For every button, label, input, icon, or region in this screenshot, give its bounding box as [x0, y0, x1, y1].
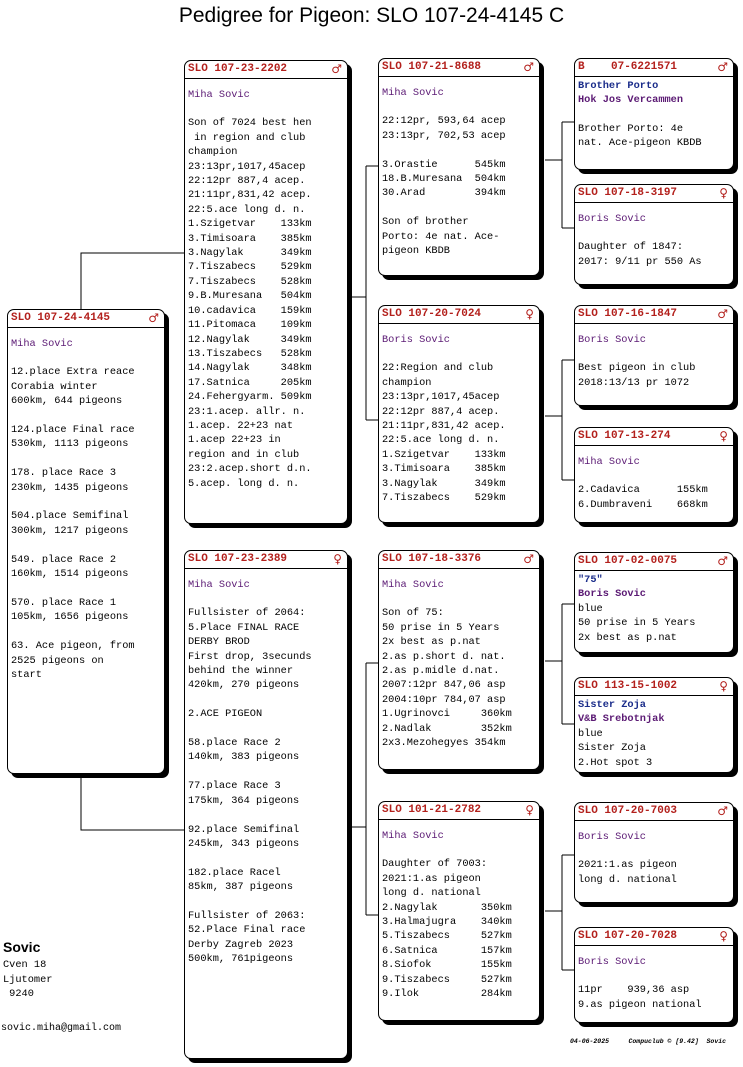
ring-number: SLO 113-15-1002 [578, 680, 678, 692]
ring-number: SLO 107-23-2389 [188, 553, 288, 565]
pedigree-card-ssd[interactable] [574, 184, 734, 285]
ring-number: SLO 107-18-3376 [382, 553, 482, 565]
owner-name-2: Boris Sovic [578, 588, 646, 601]
owner-name-2: Hok Jos Vercammen [578, 94, 684, 107]
owner-name: Boris Sovic [578, 213, 646, 225]
owner-name: Boris Sovic [578, 831, 646, 843]
pedigree-card-dss[interactable] [574, 552, 734, 653]
owner-name: Boris Sovic [382, 334, 450, 346]
owner-name: Miha Sovic [382, 579, 444, 591]
owner-name: Miha Sovic [578, 456, 640, 468]
female-symbol-icon: ♀ [333, 552, 342, 566]
male-symbol-icon: ♂ [523, 60, 534, 74]
male-symbol-icon: ♂ [717, 60, 728, 74]
ring-number: SLO 107-24-4145 [11, 312, 111, 324]
owner-name: Miha Sovic [188, 579, 250, 591]
card-notes: Daughter of 1847: 2017: 9/11 pr 550 As [578, 241, 702, 268]
card-notes: Son of 7024 best hen in region and club champion 23:13pr,1017,45acep 22:12pr 887,4 acep. 21:11pr,831,42 acep. 22:5.ace long d. n. 1.Szigetvar 133km 3.Timisoara 385km 3.Nagylak 349km 7.Tiszabecs 529km 7.Tiszabecs 528km 9.B.Muresana 504km 10.cadavica 159km 11.Pitomaca 109km 12.Nagylak 349km 13.Tiszabecs 528km 14.Nagylak 348km 17.Satnica 205km 24.Fehergyarm. 509km 23:1.acep. allr. n. 1.acep. 22+23 nat 1.acep 22+23 in region and in club 23:2.acep.short d.n. 5.acep. long d. n. [188, 117, 312, 490]
pedigree-card-sire-sire[interactable] [378, 58, 540, 276]
card-notes: 12.place Extra reace Corabia winter 600km, 644 pigeons 124.place Final race 530km, 1113 pigeons 178. place Race 3 230km, 1435 pigeons 504.place Semifinal 300km, 1217 pigeons 549. place Race 2 160km, 1514 pigeons 570. place Race 1 105km, 1656 pigeons 63. Ace pigeon, from 2525 pigeons on start [11, 366, 135, 681]
pedigree-card-subject[interactable] [7, 309, 165, 774]
breeder-info [3, 940, 52, 1002]
owner-name: Brother Porto [578, 80, 659, 92]
owner-name: Miha Sovic [382, 87, 444, 99]
card-notes: 11pr 939,36 asp 9.as pigeon national [578, 984, 702, 1011]
owner-name: Boris Sovic [578, 956, 646, 968]
pedigree-card-sds[interactable] [574, 305, 734, 406]
card-notes: Best pigeon in club 2018:13/13 pr 1072 [578, 362, 696, 389]
owner-name: Miha Sovic [11, 338, 73, 350]
male-symbol-icon: ♂ [331, 62, 342, 76]
card-notes: blue Sister Zoja 2.Hot spot 3 [578, 727, 653, 769]
ring-number: SLO 107-21-8688 [382, 61, 482, 73]
ring-number: SLO 107-20-7028 [578, 930, 678, 942]
female-symbol-icon: ♀ [719, 186, 728, 200]
card-notes: Brother Porto: 4e nat. Ace-pigeon KBDB [578, 122, 702, 150]
pedigree-card-dds[interactable] [574, 802, 734, 903]
ring-number: SLO 101-21-2782 [382, 804, 482, 816]
owner-name-2: V&B Srebotnjak [578, 713, 665, 726]
male-symbol-icon: ♂ [148, 311, 159, 325]
pedigree-card-sdd[interactable] [574, 427, 734, 523]
pedigree-card-dam[interactable] [184, 550, 348, 1059]
breeder-address: Cven 18 Ljutomer 9240 [3, 959, 53, 1001]
pedigree-card-dam-sire[interactable] [378, 550, 540, 770]
ring-number: B 07-6221571 [578, 61, 678, 73]
ring-number: SLO 107-23-2202 [188, 63, 288, 75]
female-symbol-icon: ♀ [719, 929, 728, 943]
male-symbol-icon: ♂ [717, 804, 728, 818]
pedigree-card-sire-dam[interactable] [378, 305, 540, 523]
owner-name: "75" [578, 574, 603, 586]
card-notes: Son of 75: 50 prise in 5 Years 2x best as p.nat 2.as p.short d. nat. 2.as p.midle d.nat. 2007:12pr 847,06 asp 2004:10pr 784,07 asp 1.Ugrinovci 360km 2.Nadlak 352km 2x3.Mezohegyes 354km [382, 607, 512, 750]
card-notes: 2021:1.as pigeon long d. national [578, 859, 677, 886]
ring-number: SLO 107-20-7024 [382, 308, 482, 320]
ring-number: SLO 107-02-0075 [578, 555, 678, 567]
owner-name: Sister Zoja [578, 699, 646, 711]
card-notes: Fullsister of 2064: 5.Place FINAL RACE DERBY BROD First drop, 3secunds behind the winner 420km, 270 pigeons 2.ACE PIGEON 58.place Race 2 140km, 383 pigeons 77.place Race 3 175km, 364 pigeons 92.place Semifinal 245km, 343 pigeons 182.place Racel 85km, 387 pigeons Fullsister of 2063: 52.Place Final race Derby Zagreb 2023 500km, 761pigeons [188, 607, 312, 966]
female-symbol-icon: ♀ [719, 429, 728, 443]
male-symbol-icon: ♂ [717, 554, 728, 568]
pedigree-card-sire[interactable] [184, 60, 348, 524]
card-notes: 22:12pr, 593,64 acep 23:13pr, 702,53 acep 3.Orastie 545km 18.B.Muresana 504km 30.Arad 394km Son of brother Porto: 4e nat. Ace- pigeon KBDB [382, 115, 506, 258]
breeder-name: Sovic [3, 939, 41, 955]
owner-name: Miha Sovic [188, 89, 250, 101]
male-symbol-icon: ♂ [523, 552, 534, 566]
ring-number: SLO 107-13-274 [578, 430, 671, 442]
ring-number: SLO 107-16-1847 [578, 308, 678, 320]
female-symbol-icon: ♀ [525, 803, 534, 817]
card-notes: 2.Cadavica 155km 6.Dumbraveni 668km [578, 484, 708, 511]
female-symbol-icon: ♀ [525, 307, 534, 321]
breeder-email: sovic.miha@gmail.com [1, 1023, 122, 1034]
owner-name: Miha Sovic [382, 830, 444, 842]
male-symbol-icon: ♂ [717, 307, 728, 321]
pedigree-card-sss[interactable] [574, 58, 734, 170]
card-notes: blue 50 prise in 5 Years 2x best as p.nat [578, 602, 696, 644]
pedigree-card-dam-dam[interactable] [378, 801, 540, 1021]
print-stamp: 04-06-2025 Compuclub © [9.42] Sovic [570, 1038, 727, 1045]
page-title: Pedigree for Pigeon: SLO 107-24-4145 C [178, 4, 565, 27]
ring-number: SLO 107-20-7003 [578, 805, 678, 817]
pedigree-card-dsd[interactable] [574, 677, 734, 773]
card-notes: 22:Region and club champion 23:13pr,1017,45acep 22:12pr 887,4 acep. 21:11pr,831,42 acep. 22:5.ace long d. n. 1.Szigetvar 133km 3.Timisoara 385km 3.Nagylak 349km 7.Tiszabecs 529km [382, 362, 506, 505]
female-symbol-icon: ♀ [719, 679, 728, 693]
ring-number: SLO 107-18-3197 [578, 187, 678, 199]
card-notes: Daughter of 7003: 2021:1.as pigeon long d. national 2.Nagylak 350km 3.Halmajugra 340km 5.Tiszabecs 527km 6.Satnica 157km 8.Siofok 155km 9.Tiszabecs 527km 9.Ilok 284km [382, 858, 512, 1001]
pedigree-card-ddd[interactable] [574, 927, 734, 1023]
owner-name: Boris Sovic [578, 334, 646, 346]
